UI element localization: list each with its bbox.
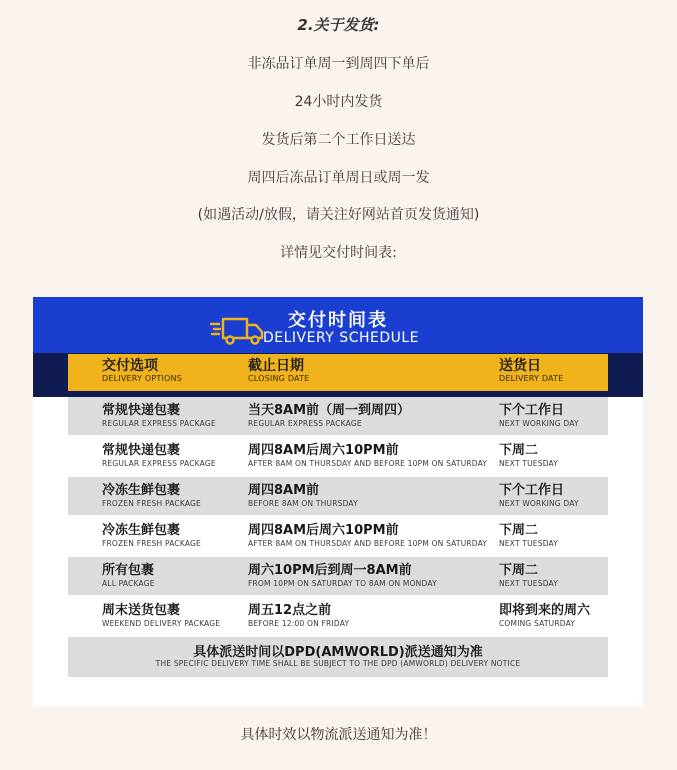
delivery-zh: 下周二 (499, 563, 539, 578)
section-title-text: 2.关于发货: (297, 16, 380, 34)
header-closing-date (248, 358, 309, 384)
row-closing (248, 483, 358, 509)
row-delivery (499, 403, 579, 429)
closing-zh: 周五12点之前 (248, 603, 332, 618)
option-en: REGULAR EXPRESS PACKAGE (102, 419, 216, 428)
delivery-en: NEXT TUESDAY (499, 459, 559, 468)
table-row (68, 437, 608, 475)
option-en: REGULAR EXPRESS PACKAGE (102, 459, 216, 468)
header-col3-zh: 送货日 (499, 358, 541, 374)
table-row (68, 477, 608, 515)
header-col1-zh: 交付选项 (102, 358, 158, 374)
table-header (68, 354, 608, 391)
option-zh: 所有包裹 (102, 563, 155, 578)
delivery-en: NEXT WORKING DAY (499, 499, 579, 508)
closing-en: AFTER 8AM ON THURSDAY AND BEFORE 10PM ON SATURDAY (248, 459, 488, 468)
delivery-truck-icon (209, 311, 265, 347)
table-footer-note (68, 637, 608, 677)
delivery-zh: 下个工作日 (499, 403, 565, 418)
table-row (68, 597, 608, 635)
row-option (102, 603, 220, 629)
closing-en: AFTER 8AM ON THURSDAY AND BEFORE 10PM ON SATURDAY (248, 539, 488, 548)
row-closing (248, 443, 487, 469)
row-option (102, 443, 216, 469)
table-row (68, 557, 608, 595)
intro-note: (如遇活动/放假，请关注好网站首页发货通知) (197, 207, 480, 223)
header-col1-en: DELIVERY OPTIONS (102, 374, 182, 383)
delivery-en: NEXT TUESDAY (499, 539, 559, 548)
row-delivery (499, 483, 579, 509)
closing-zh: 周四8AM后周六10PM前 (248, 523, 399, 538)
closing-en: FROM 10PM ON SATURDAY TO 8AM ON MONDAY (248, 579, 437, 588)
option-zh: 周末送货包裹 (102, 603, 181, 618)
row-delivery (499, 603, 590, 629)
footer-note-en: THE SPECIFIC DELIVERY TIME SHALL BE SUBJECT TO THE DPD (AMWORLD) DELIVERY NOTICE (155, 659, 521, 668)
row-option (102, 523, 201, 549)
closing-zh: 周四8AM前 (248, 483, 320, 498)
row-option (102, 563, 155, 589)
header-col2-zh: 截止日期 (248, 358, 304, 374)
option-zh: 冷冻生鲜包裹 (102, 483, 181, 498)
row-option (102, 483, 201, 509)
intro-line: 24小时内发货 (294, 94, 383, 110)
row-closing (248, 403, 410, 429)
option-en: FROZEN FRESH PACKAGE (102, 539, 201, 548)
row-closing (248, 523, 487, 549)
delivery-en: NEXT TUESDAY (499, 579, 559, 588)
header-delivery-date (499, 358, 563, 384)
table-row (68, 517, 608, 555)
delivery-zh: 下周二 (499, 443, 539, 458)
delivery-zh: 下个工作日 (499, 483, 565, 498)
row-option (102, 403, 216, 429)
delivery-zh: 下周二 (499, 523, 539, 538)
option-zh: 常规快递包裹 (102, 403, 181, 418)
section-title (0, 14, 677, 35)
delivery-en: COMING SATURDAY (499, 619, 576, 628)
option-en: ALL PACKAGE (102, 579, 155, 588)
header-col2-en: CLOSING DATE (248, 374, 310, 383)
delivery-en: NEXT WORKING DAY (499, 419, 579, 428)
intro-line: 周四后冻品订单周日或周一发 (247, 170, 430, 186)
option-en: FROZEN FRESH PACKAGE (102, 499, 201, 508)
option-zh: 冷冻生鲜包裹 (102, 523, 181, 538)
closing-zh: 周六10PM后到周一8AM前 (248, 563, 412, 578)
delivery-schedule-card (33, 297, 643, 707)
row-delivery (499, 443, 558, 469)
closing-en: BEFORE 12:00 ON FRIDAY (248, 619, 350, 628)
row-closing (248, 603, 349, 629)
closing-note: 具体时效以物流派送通知为准！ (240, 727, 437, 743)
closing-en: BEFORE 8AM ON THURSDAY (248, 499, 358, 508)
footer-note-zh: 具体派送时间以DPD(AMWORLD)派送通知为准 (193, 645, 483, 660)
closing-zh: 周四8AM后周六10PM前 (248, 443, 399, 458)
intro-line: 非冻品订单周一到周四下单后 (247, 56, 430, 72)
schedule-title: 交付时间表 (288, 310, 388, 331)
row-delivery (499, 563, 558, 589)
table-row (68, 397, 608, 435)
closing-en: REGULAR EXPRESS PACKAGE (248, 419, 362, 428)
see-table-line: 详情见交付时间表: (280, 245, 397, 261)
delivery-zh: 即将到来的周六 (499, 603, 591, 618)
option-en: WEEKEND DELIVERY PACKAGE (102, 619, 221, 628)
schedule-banner (33, 297, 643, 353)
header-delivery-options (102, 358, 182, 384)
row-closing (248, 563, 437, 589)
header-col3-en: DELIVERY DATE (499, 374, 564, 383)
schedule-subtitle: DELIVERY SCHEDULE (263, 330, 420, 346)
closing-zh: 当天8AM前（周一到周四） (248, 403, 411, 418)
option-zh: 常规快递包裹 (102, 443, 181, 458)
row-delivery (499, 523, 558, 549)
intro-line: 发货后第二个工作日送达 (261, 132, 416, 148)
